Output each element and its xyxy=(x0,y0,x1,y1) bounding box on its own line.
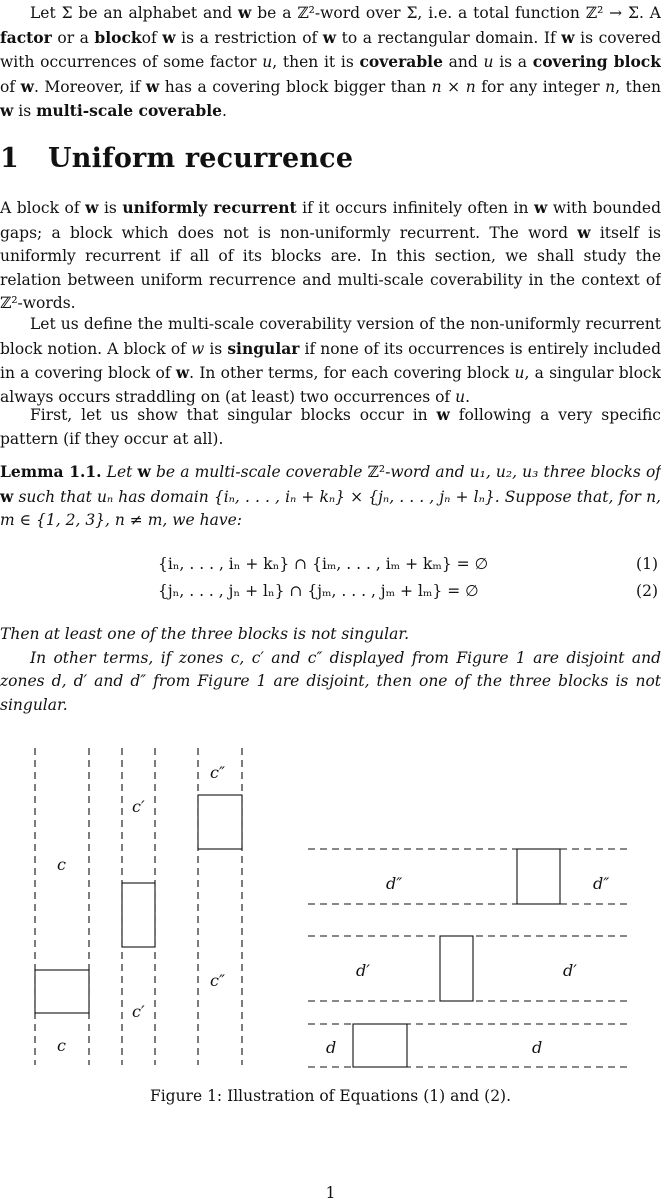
label-d-prime-left: d′ xyxy=(356,961,370,980)
block-u2-right xyxy=(440,936,473,1001)
figure-caption: Figure 1: Illustration of Equations (1) and (2). xyxy=(149,1087,512,1105)
block-u3-left xyxy=(198,795,242,849)
equation-1: {iₙ, . . . , iₙ + kₙ} ∩ {iₘ, . . . , iₘ + kₘ} = ∅ (1) xyxy=(158,555,658,573)
label-d-prime-right: d′ xyxy=(563,961,577,980)
section-number: 1 xyxy=(0,143,19,174)
figure-1 xyxy=(0,740,661,1080)
section-title: Uniform recurrence xyxy=(48,143,354,174)
block-u3-right xyxy=(517,849,560,904)
lemma-statement: Lemma 1.1. Let w be a multi-scale coverable ℤ²-word and u₁, u₂, u₃ three blocks of w such that uₙ has domain {iₙ, . . . , iₙ + kₙ} × {jₙ, . . . , jₙ + lₙ}. Suppose that, for n, m ∈ {1, 2, 3}, n ≠ m, we have: xyxy=(0,462,661,529)
label-d-right: d xyxy=(532,1038,543,1057)
page-number: 1 xyxy=(325,1184,336,1202)
label-d-left: d xyxy=(326,1038,337,1057)
block-u1-right xyxy=(353,1024,407,1067)
lemma-other-terms: In other terms, if zones c, c′ and c″ displayed from Figure 1 are disjoint and zones d, d′ and d″ from Figure 1 are disjoint, then one of the three blocks is not singular. xyxy=(0,648,661,714)
section-heading xyxy=(0,143,353,174)
label-c-top: c xyxy=(57,855,66,874)
lemma-conclusion: Then at least one of the three blocks is not singular. In other terms, if zones c, c′ and c″ displayed from Figure 1 are disjoint and zones d, d′ and d″ from Figure 1 are disjoint, then one of the three blocks is not singular. xyxy=(0,623,661,717)
equation-2: {jₙ, . . . , jₙ + lₙ} ∩ {jₘ, . . . , jₘ + lₘ} = ∅ (2) xyxy=(158,582,658,600)
block-u2-left xyxy=(122,883,155,947)
intro-paragraph: Let Σ be an alphabet and w be a ℤ²-word over Σ, i.e. a total function ℤ² → Σ. A factor or a blockof w is a restriction of w to a rectangular domain. If w is covered with occurrences of some factor u, then it is coverable and u is a covering block of w. Moreover, if w has a covering block bigger than n × n for any integer n, then w is multi-scale coverable. xyxy=(0,3,661,120)
label-d-dprime-left: d″ xyxy=(386,874,403,893)
label-c-prime-bottom: c′ xyxy=(132,1002,145,1021)
singular-definition-paragraph: Let us define the multi-scale coverability version of the non-uniformly recurrent block notion. A block of w is singular if none of its occurrences is entirely included in a covering block of w. In other terms, for each covering block u, a singular block always occurs straddling on (at least) two occurrences of u. xyxy=(0,315,661,406)
label-c-bottom: c xyxy=(57,1036,66,1055)
equation-tag: (1) xyxy=(636,555,658,573)
pattern-paragraph: First, let us show that singular blocks occur in w following a very specific pattern (if they occur at all). xyxy=(0,405,661,448)
block-u1-left xyxy=(35,970,89,1013)
equation-tag: (2) xyxy=(636,582,658,600)
label-c-dprime-bottom: c″ xyxy=(210,971,225,990)
label-c-dprime-top: c″ xyxy=(210,763,225,782)
label-c-prime-top: c′ xyxy=(132,797,145,816)
lemma-label: Lemma 1.1. xyxy=(0,462,102,481)
label-d-dprime-right: d″ xyxy=(593,874,610,893)
uniform-recurrence-paragraph: A block of w is uniformly recurrent if it occurs infinitely often in w with bounded gaps; a block which does not is non-uniformly recurrent. The word w itself is uniformly recurrent if all of its blocks are. In this section, we shall study the relation between uniform recurrence and multi-scale coverability in the context of ℤ²-words. xyxy=(0,198,661,312)
